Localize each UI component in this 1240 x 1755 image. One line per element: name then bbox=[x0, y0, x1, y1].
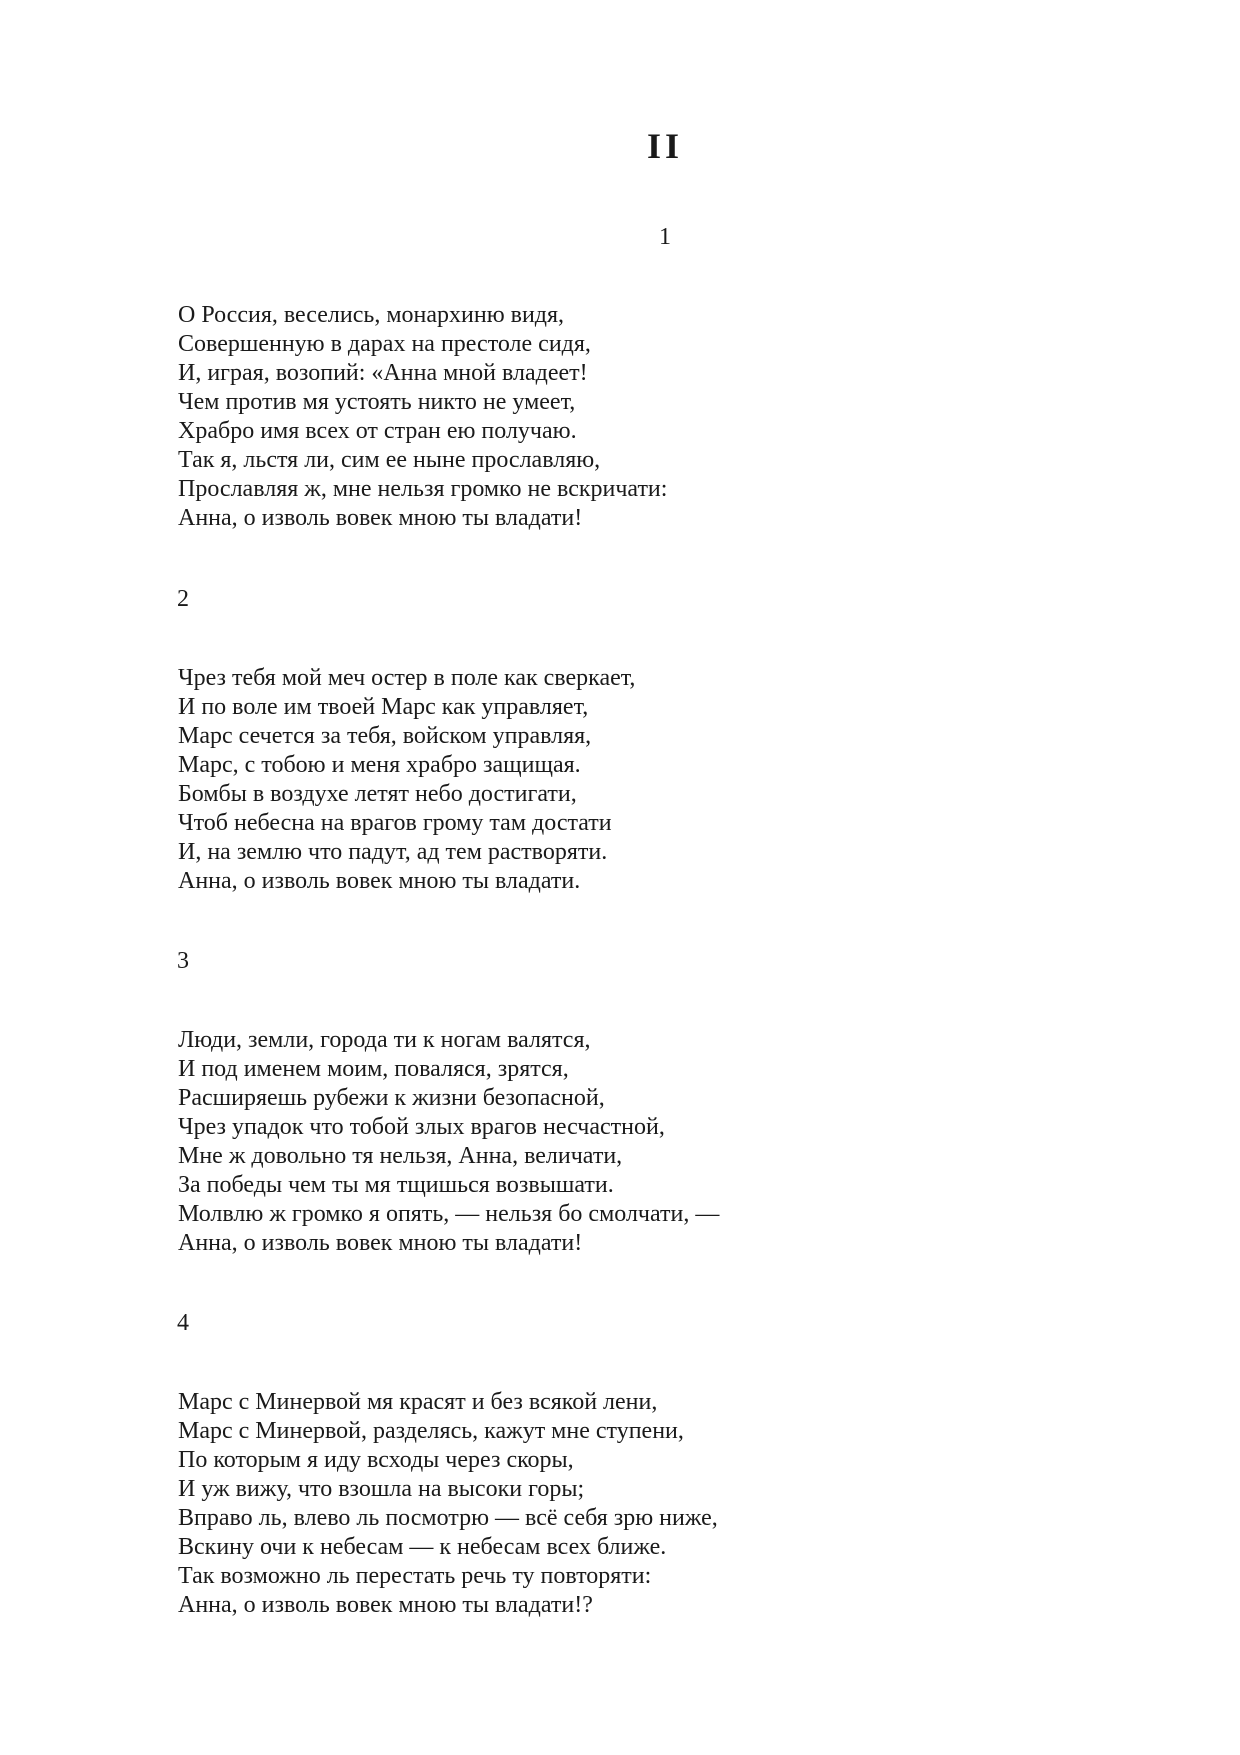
stanza-number: 4 bbox=[177, 1310, 189, 1336]
verse-line: Расширяешь рубежи к жизни безопасной, bbox=[178, 1085, 605, 1111]
stanza-number: 2 bbox=[177, 586, 189, 612]
verse-line: Прославляя ж, мне нельзя громко не вскричати: bbox=[178, 476, 668, 502]
verse-line: Вправо ль, влево ль посмотрю — всё себя зрю ниже, bbox=[178, 1505, 718, 1531]
stanza bbox=[178, 1388, 718, 1620]
verse-line: Анна, о изволь вовек мною ты владати! bbox=[178, 505, 583, 531]
verse-line: Совершенную в дарах на престоле сидя, bbox=[178, 331, 591, 357]
verse-line: Бомбы в воздухе летят небо достигати, bbox=[178, 781, 577, 807]
verse-line: Чем против мя устоять никто не умеет, bbox=[178, 389, 576, 415]
verse-line: И уж вижу, что взошла на высоки горы; bbox=[178, 1476, 585, 1502]
verse-line: Молвлю ж громко я опять, — нельзя бо смолчати, — bbox=[178, 1201, 720, 1227]
verse-line: Марс с Минервой мя красят и без всякой лени, bbox=[178, 1389, 658, 1415]
verse-line: Так возможно ль перестать речь ту повторяти: bbox=[178, 1563, 652, 1589]
verse-line: Анна, о изволь вовек мною ты владати! bbox=[178, 1230, 583, 1256]
verse-line: Так я, льстя ли, сим ее ныне прославляю, bbox=[178, 447, 601, 473]
stanza-number: 1 bbox=[659, 224, 671, 250]
verse-line: Храбро имя всех от стран ею получаю. bbox=[178, 418, 577, 444]
verse-line: И, играя, возопий: «Анна мной владеет! bbox=[178, 360, 588, 386]
verse-line: Марс, с тобою и меня храбро защищая. bbox=[178, 752, 581, 778]
verse-line: Марс с Минервой, разделясь, кажут мне ступени, bbox=[178, 1418, 684, 1444]
verse-line: Люди, земли, города ти к ногам валятся, bbox=[178, 1027, 591, 1053]
stanza bbox=[178, 664, 635, 896]
chapter-title: II bbox=[646, 126, 684, 166]
stanza-number: 3 bbox=[177, 948, 189, 974]
verse-line: Чтоб небесна на врагов грому там достати bbox=[178, 810, 612, 836]
verse-line: Мне ж довольно тя нельзя, Анна, величати, bbox=[178, 1143, 623, 1169]
verse-line: Чрез тебя мой меч остер в поле как сверкает, bbox=[178, 665, 636, 691]
verse-line: И по воле им твоей Марс как управляет, bbox=[178, 694, 589, 720]
verse-line: По которым я иду всходы через скоры, bbox=[178, 1447, 574, 1473]
stanza bbox=[178, 1026, 719, 1258]
verse-line: И под именем моим, поваляся, зрятся, bbox=[178, 1056, 569, 1082]
verse-line: Чрез упадок что тобой злых врагов несчастной, bbox=[178, 1114, 665, 1140]
verse-line: Вскину очи к небесам — к небесам всех ближе. bbox=[178, 1534, 667, 1560]
verse-line: О Россия, веселись, монархиню видя, bbox=[178, 302, 565, 328]
stanza bbox=[178, 301, 667, 533]
verse-line: Анна, о изволь вовек мною ты владати. bbox=[178, 868, 581, 894]
verse-line: За победы чем ты мя тщишься возвышати. bbox=[178, 1172, 614, 1198]
verse-line: И, на землю что падут, ад тем растворяти. bbox=[178, 839, 608, 865]
verse-line: Анна, о изволь вовек мною ты владати!? bbox=[178, 1592, 593, 1618]
verse-line: Марс сечется за тебя, войском управляя, bbox=[178, 723, 592, 749]
